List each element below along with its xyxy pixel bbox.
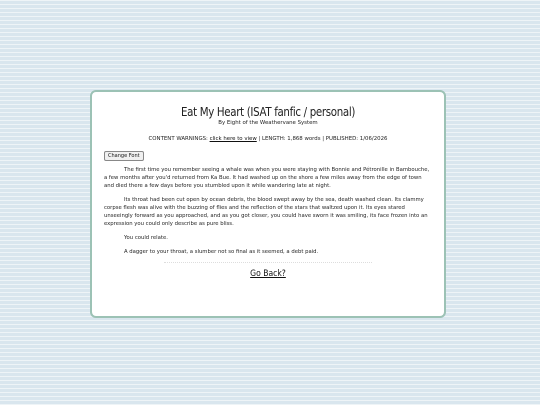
meta-prefix: CONTENT WARNINGS:	[148, 136, 210, 142]
byline: By Eight of the Weathervane System	[218, 120, 318, 126]
change-font-button[interactable]: Change Font	[104, 151, 144, 161]
meta-suffix: | LENGTH: 1,868 words | PUBLISHED: 1/06/2026	[256, 136, 388, 142]
story-paragraph: The first time you remember seeing a whale was when you were staying with Bonnie and Pétronille in Bambouche, a few months after you'd returned from Ka Bue. It had washed up on the shore a few miles away from the edge of town and died there a few days before you stumbled upon it while wandering late at night.	[104, 167, 430, 189]
content-warnings-link[interactable]: click here to view	[209, 136, 257, 142]
page-title: Eat My Heart (ISAT fanfic / personal)	[180, 104, 356, 119]
go-back-link[interactable]: Go Back?	[250, 269, 286, 279]
story-card	[90, 90, 446, 318]
story-body	[104, 166, 432, 256]
story-meta	[104, 136, 432, 142]
story-paragraph: You could relate.	[124, 235, 168, 241]
story-paragraph: A dagger to your throat, a slumber not so final as it seemed, a debt paid.	[124, 249, 319, 255]
story-paragraph: Its throat had been cut open by ocean debris, the blood swept away by the sea, death washed clean. Its clammy corpse flesh was alive with the buzzing of flies and the reflection of the stars that waltzed upon it. Its eyes stared unseeingly forward as you approached, and as you got closer, you could have sworn it was smiling, its face frozen into an expression you could only describe as pure bliss.	[104, 197, 428, 227]
divider	[164, 262, 372, 263]
